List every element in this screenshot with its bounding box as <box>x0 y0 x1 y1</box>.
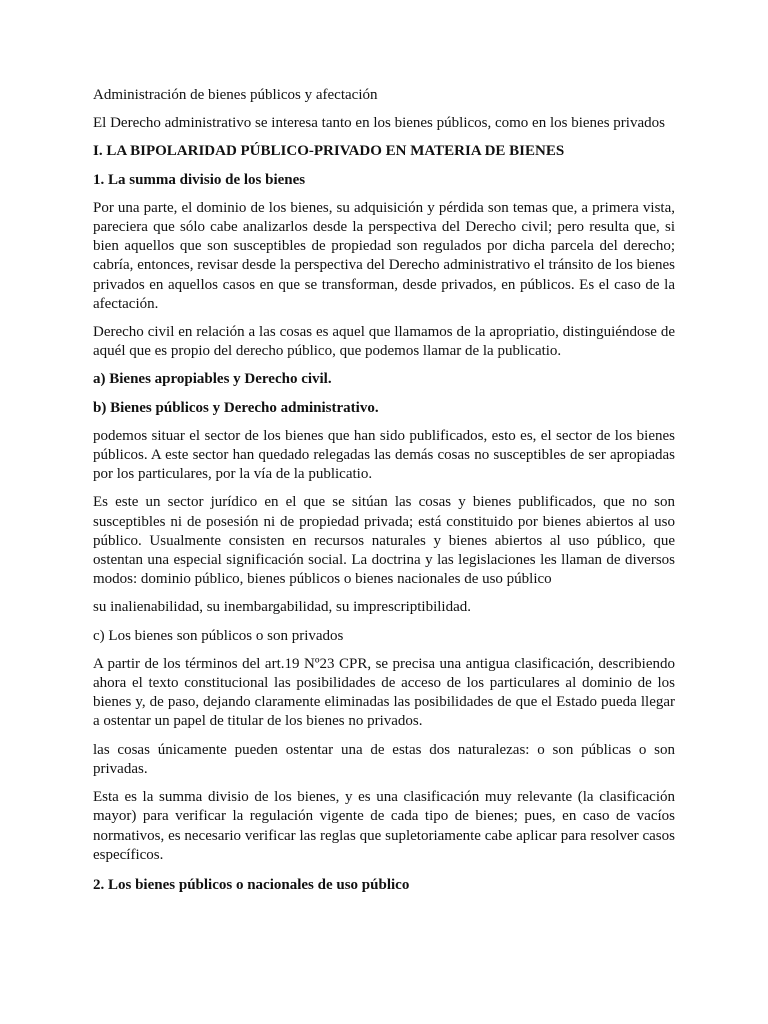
intro-line: El Derecho administrativo se interesa tanto en los bienes públicos, como en los bienes privados <box>93 115 665 132</box>
section-1-heading: I. LA BIPOLARIDAD PÚBLICO-PRIVADO EN MATERIA DE BIENES <box>93 143 565 160</box>
paragraph-apropriatio: Derecho civil en relación a las cosas es aquel que llamamos de la apropriatio, distinguiéndose de aquél que es propio del derecho público, que podemos llamar de la publicatio. <box>93 324 675 360</box>
heading-publicos-o-privados: c) Los bienes son públicos o son privados <box>93 627 344 644</box>
document-title-line: Administración de bienes públicos y afectación <box>93 87 378 103</box>
document-page <box>93 86 675 904</box>
paragraph-sector-juridico: Es este un sector jurídico en el que se sitúan las cosas y bienes publificados, que no son susceptibles ni de posesión ni de propiedad privada; está constituido por bienes abiertos al uso público. Usualmente consisten en recursos naturales y bienes abiertos al uso público, que ostentan una especial significación social. La doctrina y las legislaciones les llaman de diversos modos: dominio público, bienes públicos o bienes nacionales de uso público <box>93 494 675 588</box>
paragraph-dominio-bienes: Por una parte, el dominio de los bienes, su adquisición y pérdida son temas que, a primera vista, pareciera que sólo cabe analizarlos desde la perspectiva del Derecho civil; pero resulta que, si bien aquellos que son susceptibles de propiedad son regulados por dicha parcela del derecho; cabría, entonces, revisar desde la perspectiva del Derecho administrativo el tránsito de los bienes privados en aquellos casos en que se transforman, desde privados, en públicos. Es el caso de la afectación. <box>93 199 675 312</box>
paragraph-inalienabilidad: su inalienabilidad, su inembargabilidad, su imprescriptibilidad. <box>93 599 471 616</box>
subsection-2-heading: 2. Los bienes públicos o nacionales de uso público <box>93 876 410 893</box>
heading-bienes-apropiables: a) Bienes apropiables y Derecho civil. <box>93 371 332 388</box>
subsection-1-heading: 1. La summa divisio de los bienes <box>93 171 306 188</box>
paragraph-summa-divisio: Esta es la summa divisio de los bienes, y es una clasificación muy relevante (la clasificación mayor) para verificar la regulación vigente de cada tipo de bienes; pues, en caso de vacíos normativos, es necesario verificar las reglas que supletoriamente cabe aplicar para resolver casos específicos. <box>93 789 675 863</box>
paragraph-naturalezas: las cosas únicamente pueden ostentar una de estas dos naturalezas: o son públicas o son privadas. <box>93 741 675 777</box>
heading-bienes-publicos: b) Bienes públicos y Derecho administrativo. <box>93 399 379 416</box>
paragraph-sector-publificados: podemos situar el sector de los bienes que han sido publificados, esto es, el sector de los bienes públicos. A este sector han quedado relegadas las demás cosas no susceptibles de ser apropiadas por los particulares, por la vía de la publicatio. <box>93 427 675 483</box>
paragraph-art19: A partir de los términos del art.19 Nº23 CPR, se precisa una antigua clasificación, describiendo ahora el texto constitucional las posibilidades de acceso de los particulares al dominio de los bienes y, de paso, dejando claramente eliminadas las posibilidades de que el Estado pueda llegar a ostentar un papel de titular de los bienes no privados. <box>93 655 675 730</box>
